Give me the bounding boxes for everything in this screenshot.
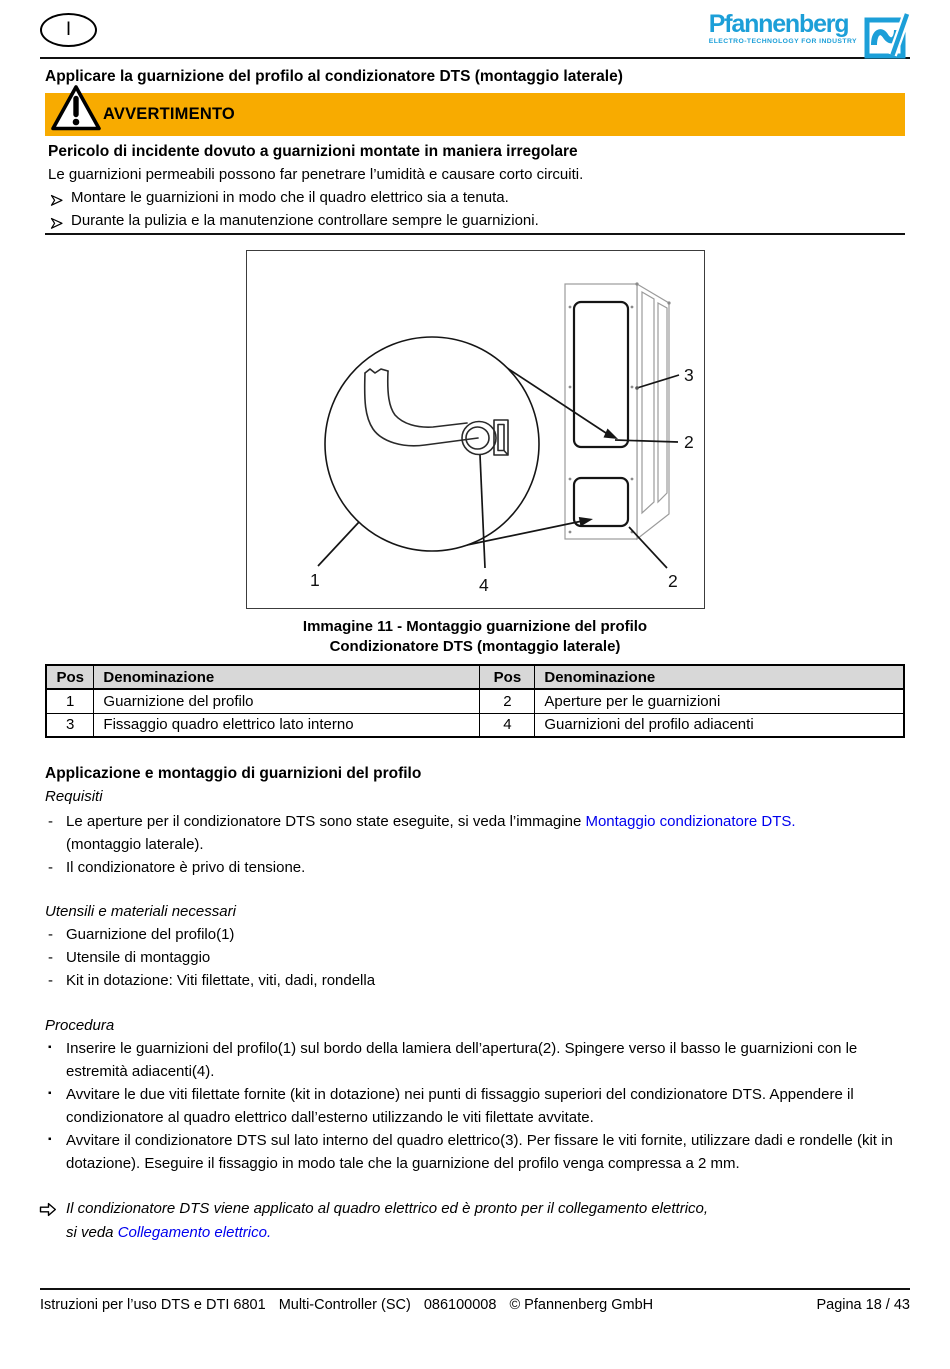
procedure-step-1 xyxy=(45,1037,905,1083)
result-note xyxy=(39,1197,905,1245)
figure-image-11 xyxy=(246,250,705,609)
link-collegamento-elettrico[interactable]: Collegamento elettrico. xyxy=(117,1224,272,1241)
figure-caption-line2: Condizionatore DTS (montaggio laterale) xyxy=(329,637,621,655)
pfannenberg-wave-check-mark-icon xyxy=(864,11,910,66)
page-content xyxy=(0,67,950,1245)
figure-wrapper xyxy=(45,250,905,656)
result-note-line2-prefix: si veda xyxy=(66,1224,118,1241)
procedure-step-text: Inserire le guarnizioni del profilo(1) sul bordo della lamiera dell’apertura(2). Spingere verso il basso le guarnizioni con le estremità adiacenti(4). xyxy=(66,1040,858,1080)
warning-banner-label: AVVERTIMENTO xyxy=(103,105,235,123)
dash-bullet: - xyxy=(48,813,53,830)
language-badge xyxy=(40,13,97,47)
page-title: Applicare la guarnizione del profilo al condizionatore DTS (montaggio laterale) xyxy=(45,68,623,85)
page-footer xyxy=(40,1288,910,1313)
legend-header-row xyxy=(46,665,904,689)
warning-heading: Pericolo di incidente dovuto a guarnizioni montate in maniera irregolare xyxy=(48,143,578,160)
requirement-text-line2: (montaggio laterale). xyxy=(66,836,204,853)
tool-item xyxy=(45,969,905,992)
rightwards-white-arrow-icon xyxy=(39,1201,57,1225)
dash-bullet: - xyxy=(48,972,53,989)
dash-bullet: - xyxy=(48,859,53,876)
table-row xyxy=(46,689,904,713)
warning-bullet-text: Montare le guarnizioni in modo che il quadro elettrico sia a tenuta. xyxy=(71,189,509,206)
result-note-line1: Il condizionatore DTS viene applicato al quadro elettrico ed è pronto per il collegamento elettrico, xyxy=(66,1200,709,1217)
application-section-heading: Applicazione e montaggio di guarnizioni del profilo xyxy=(45,765,422,782)
tool-item xyxy=(45,923,905,946)
footer-document-info xyxy=(40,1297,662,1313)
cell-pos: 3 xyxy=(46,713,94,737)
footer-controller: Multi-Controller (SC) xyxy=(278,1297,411,1313)
procedure-label: Procedura xyxy=(45,1017,115,1034)
figure-caption xyxy=(45,617,905,656)
arrowhead-bullet-icon xyxy=(50,214,64,237)
requirement-item-1 xyxy=(45,810,905,856)
procedure-step-text: Avvitare le due viti filettate fornite (kit in dotazione) nei punti di fissaggio superiori del condizionatore DTS. Appendere il condizionatore al quadro elettrico dall’esterno utilizzando le viti filettate avvitate. xyxy=(66,1086,854,1126)
cell-pos: 4 xyxy=(480,713,535,737)
callout-label-2-bottom: 2 xyxy=(668,571,678,591)
pfannenberg-logo xyxy=(709,11,910,66)
dash-bullet: - xyxy=(48,926,53,943)
tool-text: Utensile di montaggio xyxy=(66,949,211,966)
section-divider xyxy=(45,233,905,235)
procedure-step-2 xyxy=(45,1083,905,1129)
square-bullet: ▪ xyxy=(48,1088,52,1099)
warning-bullet-2 xyxy=(48,209,905,232)
requirement-item-2 xyxy=(45,856,905,879)
cell-denominazione: Aperture per le guarnizioni xyxy=(535,689,904,713)
callout-label-4: 4 xyxy=(479,575,489,595)
footer-copyright: © Pfannenberg GmbH xyxy=(509,1297,654,1313)
figure-caption-line1: Immagine 11 - Montaggio guarnizione del profilo xyxy=(302,618,648,635)
warning-bullet-text: Durante la pulizia e la manutenzione controllare sempre le guarnizioni. xyxy=(71,212,539,229)
requirement-text: Le aperture per il condizionatore DTS sono state eseguite, si veda l’immagine xyxy=(66,813,586,830)
warning-bullet-1 xyxy=(48,186,905,209)
page-indicator: Pagina 18 / 43 xyxy=(816,1297,910,1313)
page-header xyxy=(0,0,950,57)
warning-banner xyxy=(45,93,905,136)
footer-doc-title: Istruzioni per l’uso DTS e DTI 6801 xyxy=(40,1297,266,1313)
requirement-text: Il condizionatore è privo di tensione. xyxy=(66,859,306,876)
footer-doc-number: 086100008 xyxy=(423,1297,497,1313)
link-montaggio-condizionatore-dts[interactable]: Montaggio condizionatore DTS. xyxy=(585,813,796,830)
col-header-denominazione-2: Denominazione xyxy=(535,665,904,689)
tools-label: Utensili e materiali necessari xyxy=(45,903,236,920)
procedure-step-text: Avvitare il condizionatore DTS sul lato interno del quadro elettrico(3). Per fissare le viti fornite, utilizzare dadi e rondelle (kit in dotazione). Eseguire il fissaggio in modo tale che la guarnizione del profilo venga compressa a 2 mm. xyxy=(66,1132,893,1172)
brand-tagline: ELECTRO-TECHNOLOGY FOR INDUSTRY xyxy=(708,38,857,45)
callout-label-2-right: 2 xyxy=(684,432,694,452)
warning-triangle-icon xyxy=(50,84,102,137)
square-bullet: ▪ xyxy=(48,1042,52,1053)
tool-text: Kit in dotazione: Viti filettate, viti, dadi, rondella xyxy=(66,972,376,989)
gasket-mounting-diagram xyxy=(247,251,703,607)
dash-bullet: - xyxy=(48,949,53,966)
cell-denominazione: Guarnizione del profilo xyxy=(94,689,480,713)
square-bullet: ▪ xyxy=(48,1134,52,1145)
cell-denominazione: Guarnizioni del profilo adiacenti xyxy=(535,713,904,737)
col-header-pos-2: Pos xyxy=(480,665,535,689)
requirements-label: Requisiti xyxy=(45,788,103,805)
procedure-step-3 xyxy=(45,1129,905,1175)
cell-pos: 2 xyxy=(480,689,535,713)
cell-denominazione: Fissaggio quadro elettrico lato interno xyxy=(94,713,480,737)
col-header-pos-1: Pos xyxy=(46,665,94,689)
cell-pos: 1 xyxy=(46,689,94,713)
tool-text: Guarnizione del profilo(1) xyxy=(66,926,235,943)
tool-item xyxy=(45,946,905,969)
logo-text xyxy=(709,11,857,45)
col-header-denominazione-1: Denominazione xyxy=(94,665,480,689)
brand-wordmark: Pfannenberg xyxy=(708,10,849,38)
callout-label-3: 3 xyxy=(684,365,694,385)
callout-label-1: 1 xyxy=(310,570,320,590)
table-row xyxy=(46,713,904,737)
language-code: I xyxy=(65,19,72,40)
warning-body: Le guarnizioni permeabili possono far penetrare l’umidità e causare corto circuiti. xyxy=(48,166,584,183)
legend-table xyxy=(45,664,905,738)
